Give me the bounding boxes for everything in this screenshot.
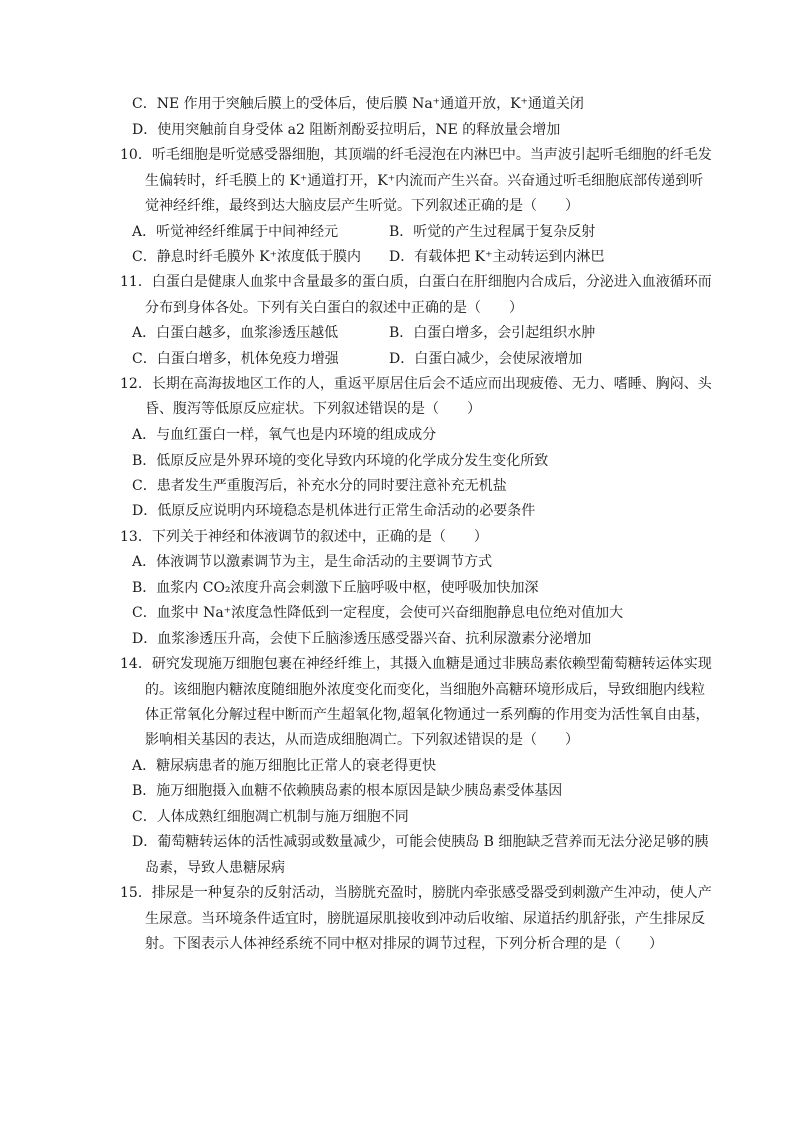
q14-stem-line1: 14．研究发现施万细胞包裹在神经纤维上，其摄入血糖是通过非胰岛素依赖型葡萄糖转运体实现 — [120, 656, 712, 672]
q13-option-c: C．血浆中 Na⁺浓度急性降低到一定程度，会使可兴奋细胞静息电位绝对值加大 — [132, 605, 624, 621]
q10-option-b: B．听觉的产生过程属于复杂反射 — [389, 224, 596, 240]
q15-stem-line1: 15．排尿是一种复杂的反射活动，当膀胱充盈时，膀胱内牵张感受器受到刺激产生冲动，使人产 — [120, 885, 712, 901]
q15-stem-line2: 生尿意。当环境条件适宜时，膀胱逼尿肌接收到冲动后收缩、尿道括约肌舒张，产生排尿反 — [145, 911, 705, 927]
q14-option-a: A．糖尿病患者的施万细胞比正常人的衰老得更快 — [132, 758, 437, 774]
q13-option-a: A．体液调节以激素调节为主，是生命活动的主要调节方式 — [132, 554, 493, 570]
q11-option-c: C．白蛋白增多，机体免疫力增强 — [132, 351, 339, 367]
q12-option-b: B．低原反应是外界环境的变化导致内环境的化学成分发生变化所致 — [132, 453, 549, 469]
q12-stem-line2: 昏、腹泻等低原反应症状。下列叙述错误的是（ ） — [145, 401, 481, 417]
q12-option-a: A．与血红蛋白一样，氧气也是内环境的组成成分 — [132, 427, 437, 443]
q14-stem-line2: 的。该细胞内糖浓度随细胞外浓度变化而变化，当细胞外高糖环境形成后，导致细胞内线粒 — [145, 682, 705, 698]
q11-option-d: D．白蛋白减少，会使尿液增加 — [389, 351, 583, 367]
q10-option-a: A．听觉神经纤维属于中间神经元 — [132, 224, 339, 240]
q11-option-a: A．白蛋白越多，血浆渗透压越低 — [132, 325, 339, 341]
q11-stem-line2: 分布到身体各处。下列有关白蛋白的叙述中正确的是（ ） — [145, 300, 523, 316]
q10-stem-line2: 生偏转时，纤毛膜上的 K⁺通道打开，K⁺内流而产生兴奋。兴奋通过听毛细胞底部传递到听 — [145, 173, 704, 189]
q14-option-c: C．人体成熟红细胞凋亡机制与施万细胞不同 — [132, 809, 409, 825]
q10-stem-line1: 10．听毛细胞是听觉感受器细胞，其顶端的纤毛浸泡在内淋巴中。当声波引起听毛细胞的纤毛发 — [120, 147, 712, 163]
q9-option-d: D．使用突触前自身受体 a2 阻断剂酚妥拉明后，NE 的释放量会增加 — [132, 122, 561, 138]
q12-stem-line1: 12．长期在高海拔地区工作的人，重返平原居住后会不适应而出现疲倦、无力、嗜睡、胸闷、头 — [120, 376, 712, 392]
q13-option-b: B．血浆内 CO₂浓度升高会刺激下丘脑呼吸中枢，使呼吸加快加深 — [132, 580, 539, 596]
q10-option-d: D．有载体把 K⁺主动转运到内淋巴 — [389, 249, 605, 265]
q13-option-d: D．血浆渗透压升高，会使下丘脑渗透压感受器兴奋、抗利尿激素分泌增加 — [132, 631, 592, 647]
q11-stem-line1: 11．白蛋白是健康人血浆中含量最多的蛋白质，白蛋白在肝细胞内合成后，分泌进入血液循环而 — [120, 274, 712, 290]
q15-stem-line3: 射。下图表示人体神经系统不同中枢对排尿的调节过程，下列分析合理的是（ ） — [145, 936, 663, 952]
q11-option-b: B．白蛋白增多，会引起组织水肿 — [389, 325, 596, 341]
q14-option-b: B．施万细胞摄入血糖不依赖胰岛素的根本原因是缺少胰岛素受体基因 — [132, 783, 563, 799]
q12-option-d: D．低原反应说明内环境稳态是机体进行正常生命活动的必要条件 — [132, 503, 536, 519]
q9-option-c: C．NE 作用于突触后膜上的受体后，使后膜 Na⁺通道开放，K⁺通道关闭 — [132, 96, 584, 112]
q14-option-d-line2: 岛素，导致人患糖尿病 — [145, 860, 285, 876]
q14-option-d-line1: D．葡萄糖转运体的活性减弱或数量减少，可能会使胰岛 B 细胞缺乏营养而无法分泌足够的胰 — [132, 834, 709, 850]
q10-stem-line3: 觉神经纤维，最终到达大脑皮层产生听觉。下列叙述正确的是（ ） — [145, 198, 579, 214]
q13-stem-line1: 13．下列关于神经和体液调节的叙述中，正确的是（ ） — [120, 529, 488, 545]
q12-option-c: C．患者发生严重腹泻后，补充水分的同时要注意补充无机盐 — [132, 478, 507, 494]
q14-stem-line3: 体正常氧化分解过程中断而产生超氧化物,超氧化物通过一系列酶的作用变为活性氧自由基， — [145, 707, 710, 723]
q10-option-c: C．静息时纤毛膜外 K⁺浓度低于膜内 — [132, 249, 362, 265]
q14-stem-line4: 影响相关基因的表达，从而造成细胞凋亡。下列叙述错误的是（ ） — [145, 732, 579, 748]
